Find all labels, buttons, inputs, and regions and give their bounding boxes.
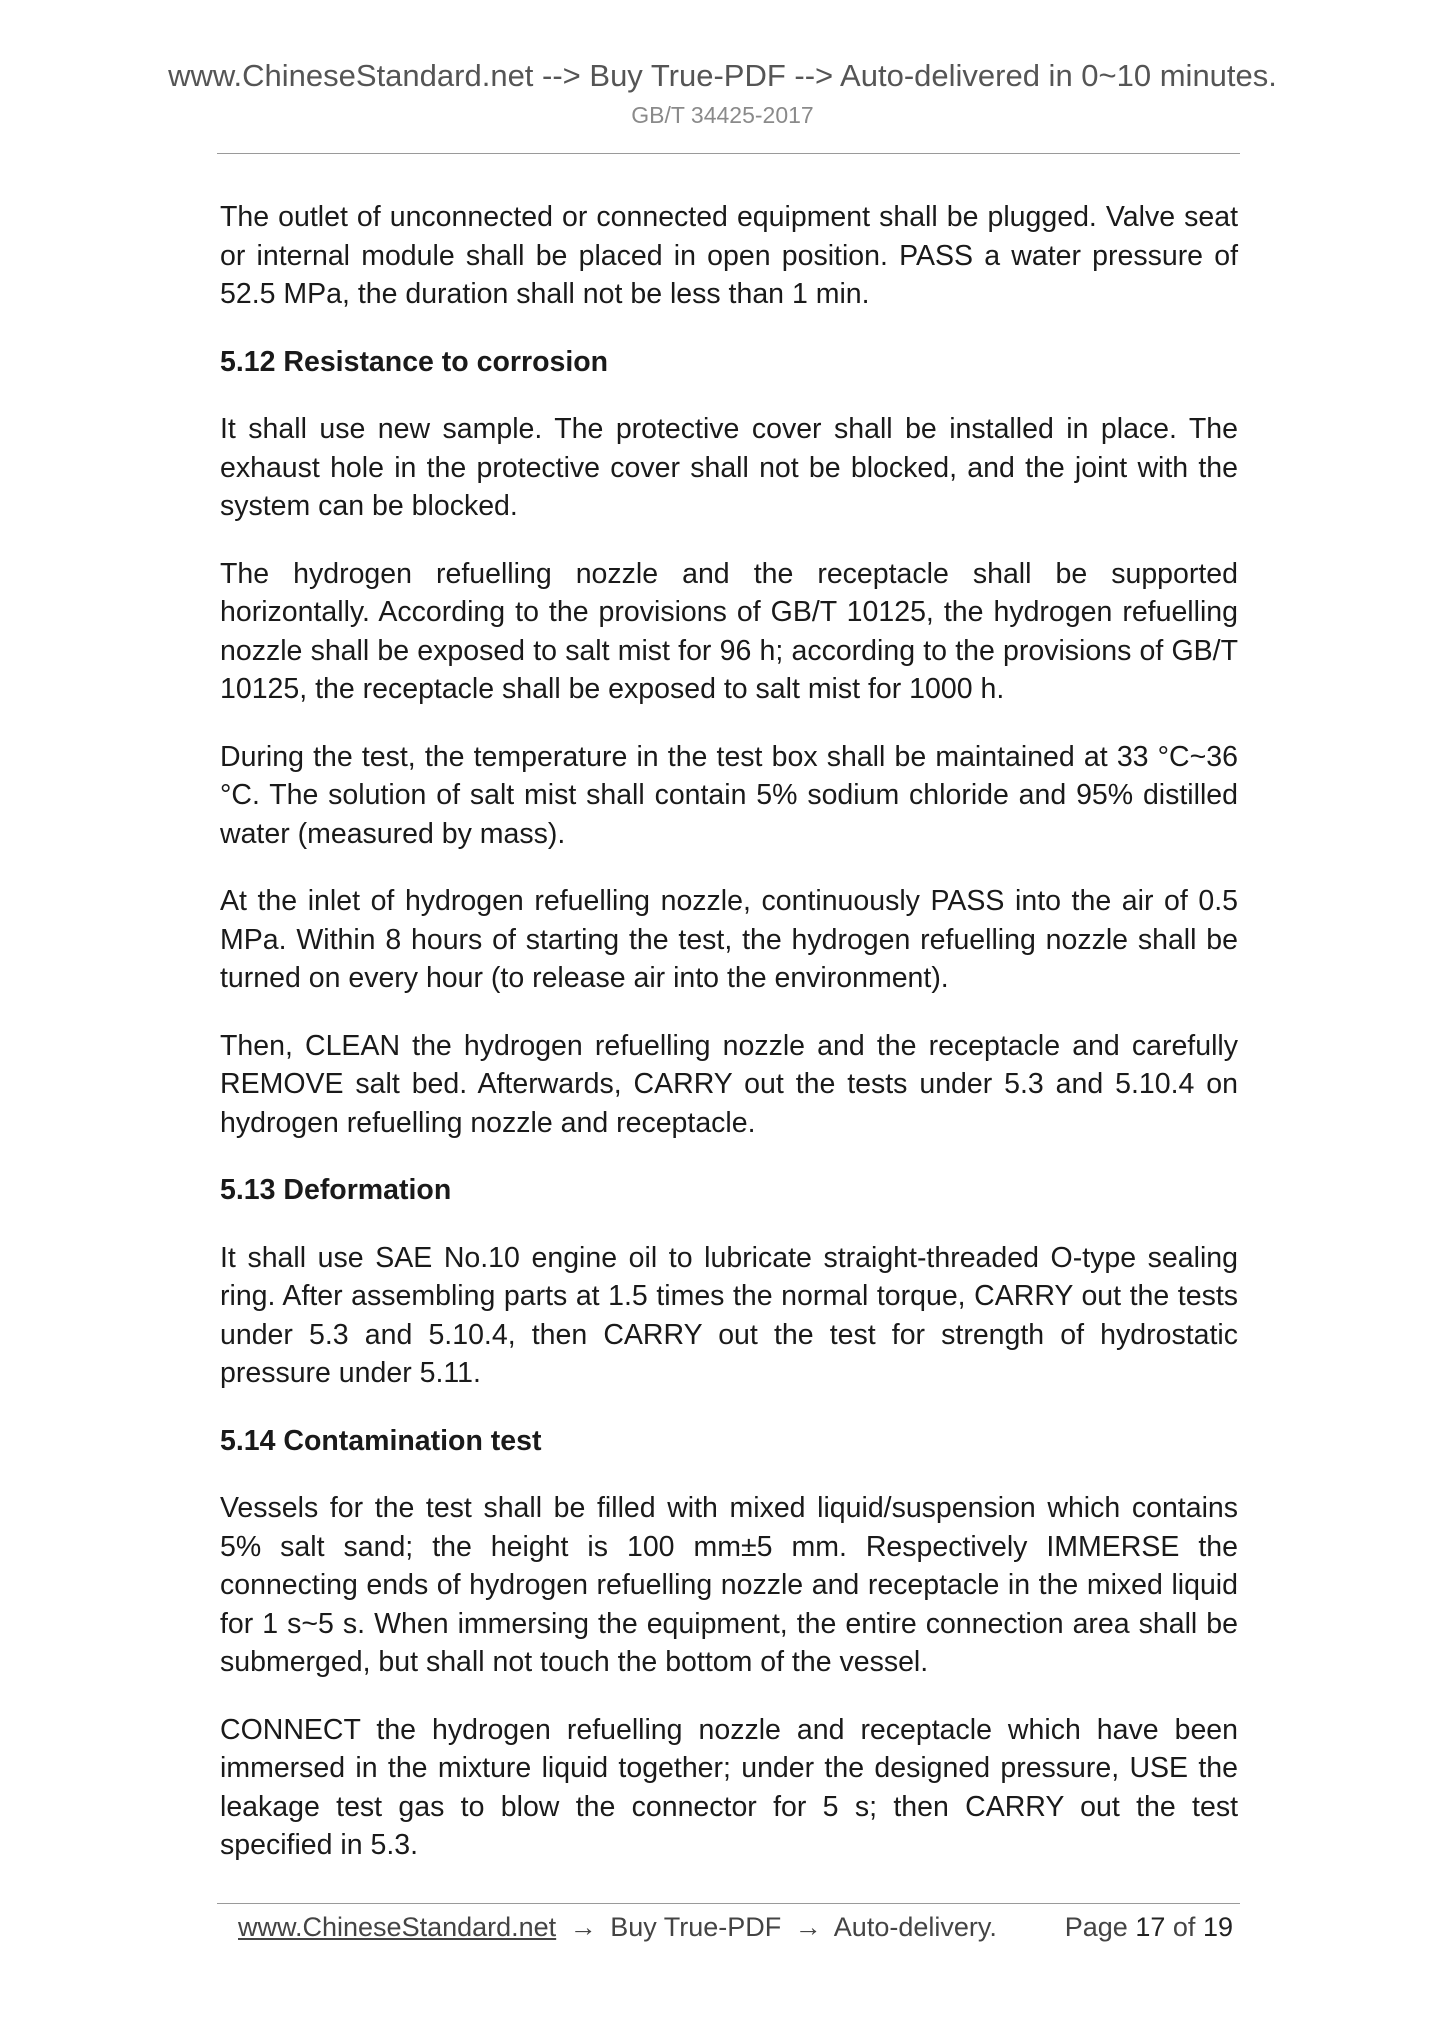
page-indicator [1065, 1912, 1233, 1943]
right-arrow-icon: → [794, 1912, 822, 1942]
page-total: 19 [1202, 1912, 1233, 1942]
footer-buy-text: Buy True-PDF [610, 1912, 782, 1942]
page-word: Page [1064, 1912, 1128, 1942]
page-footer [0, 1912, 1445, 1952]
paragraph-5-14-b: CONNECT the hydrogen refuelling nozzle and receptacle which have been immersed in the mixture liquid together; under the designed pressure, USE the leakage test gas to blow the connector for 5 s; then CARRY out the test specified in 5.3. [220, 1713, 1238, 1861]
paragraph-5-12-d: At the inlet of hydrogen refuelling nozzle, continuously PASS into the air of 0.5 MPa. Within 8 hours of starting the test, the hydrogen refuelling nozzle shall be turned on every hour (to release air into the environment). [220, 885, 1238, 994]
header-divider [217, 153, 1240, 154]
paragraph-5-14-a: Vessels for the test shall be filled with mixed liquid/suspension which contains 5% salt sand; the height is 100 mm±5 mm. Respectively IMMERSE the connecting ends of hydrogen refuelling nozzle and receptacle in the mixed liquid for 1 s~5 s. When immersing the equipment, the entire connection area shall be submerged, but shall not touch the bottom of the vessel. [220, 1492, 1238, 1678]
of-word: of [1172, 1912, 1196, 1942]
document-body [220, 198, 1238, 1894]
section-heading-5-14: 5.14 Contamination test [220, 1424, 542, 1457]
footer-promo [238, 1912, 997, 1943]
section-heading-5-12: 5.12 Resistance to corrosion [220, 345, 609, 378]
paragraph-5-12-b: The hydrogen refuelling nozzle and the receptacle shall be supported horizontally. According to the provisions of GB/T 10125, the hydrogen refuelling nozzle shall be exposed to salt mist for 96 h; according to the provisions of GB/T 10125, the receptacle shall be exposed to salt mist for 1000 h. [220, 557, 1238, 705]
footer-site-link[interactable]: www.ChineseStandard.net [238, 1912, 557, 1942]
section-heading-5-13: 5.13 Deformation [220, 1174, 452, 1206]
page-current: 17 [1135, 1912, 1166, 1942]
header-banner-text: www.ChineseStandard.net --> Buy True-PDF --> Auto-delivered in 0~10 minutes. [168, 58, 1277, 93]
page-header [0, 56, 1445, 132]
footer-divider [217, 1903, 1240, 1904]
paragraph-5-12-c: During the test, the temperature in the test box shall be maintained at 33 °C~36 °C. The solution of salt mist shall contain 5% sodium chloride and 95% distilled water (measured by mass). [220, 740, 1238, 850]
paragraph-5-13-a: It shall use SAE No.10 engine oil to lubricate straight-threaded O-type sealing ring. After assembling parts at 1.5 times the normal torque, CARRY out the tests under 5.3 and 5.10.4, then CARRY out the test for strength of hydrostatic pressure under 5.11. [220, 1241, 1238, 1389]
right-arrow-icon: → [569, 1912, 597, 1942]
paragraph-5-12-e: Then, CLEAN the hydrogen refuelling nozzle and the receptacle and carefully REMOVE salt bed. Afterwards, CARRY out the tests under 5.3 and 5.10.4 on hydrogen refuelling nozzle and receptacle. [220, 1029, 1238, 1139]
paragraph-intro: The outlet of unconnected or connected equipment shall be plugged. Valve seat or internal module shall be placed in open position. PASS a water pressure of 52.5 MPa, the duration shall not be less than 1 min. [220, 201, 1238, 310]
footer-delivery-text: Auto-delivery. [833, 1912, 997, 1942]
paragraph-5-12-a: It shall use new sample. The protective cover shall be installed in place. The exhaust hole in the protective cover shall not be blocked, and the joint with the system can be blocked. [220, 413, 1238, 522]
standard-code: GB/T 34425-2017 [631, 102, 814, 128]
